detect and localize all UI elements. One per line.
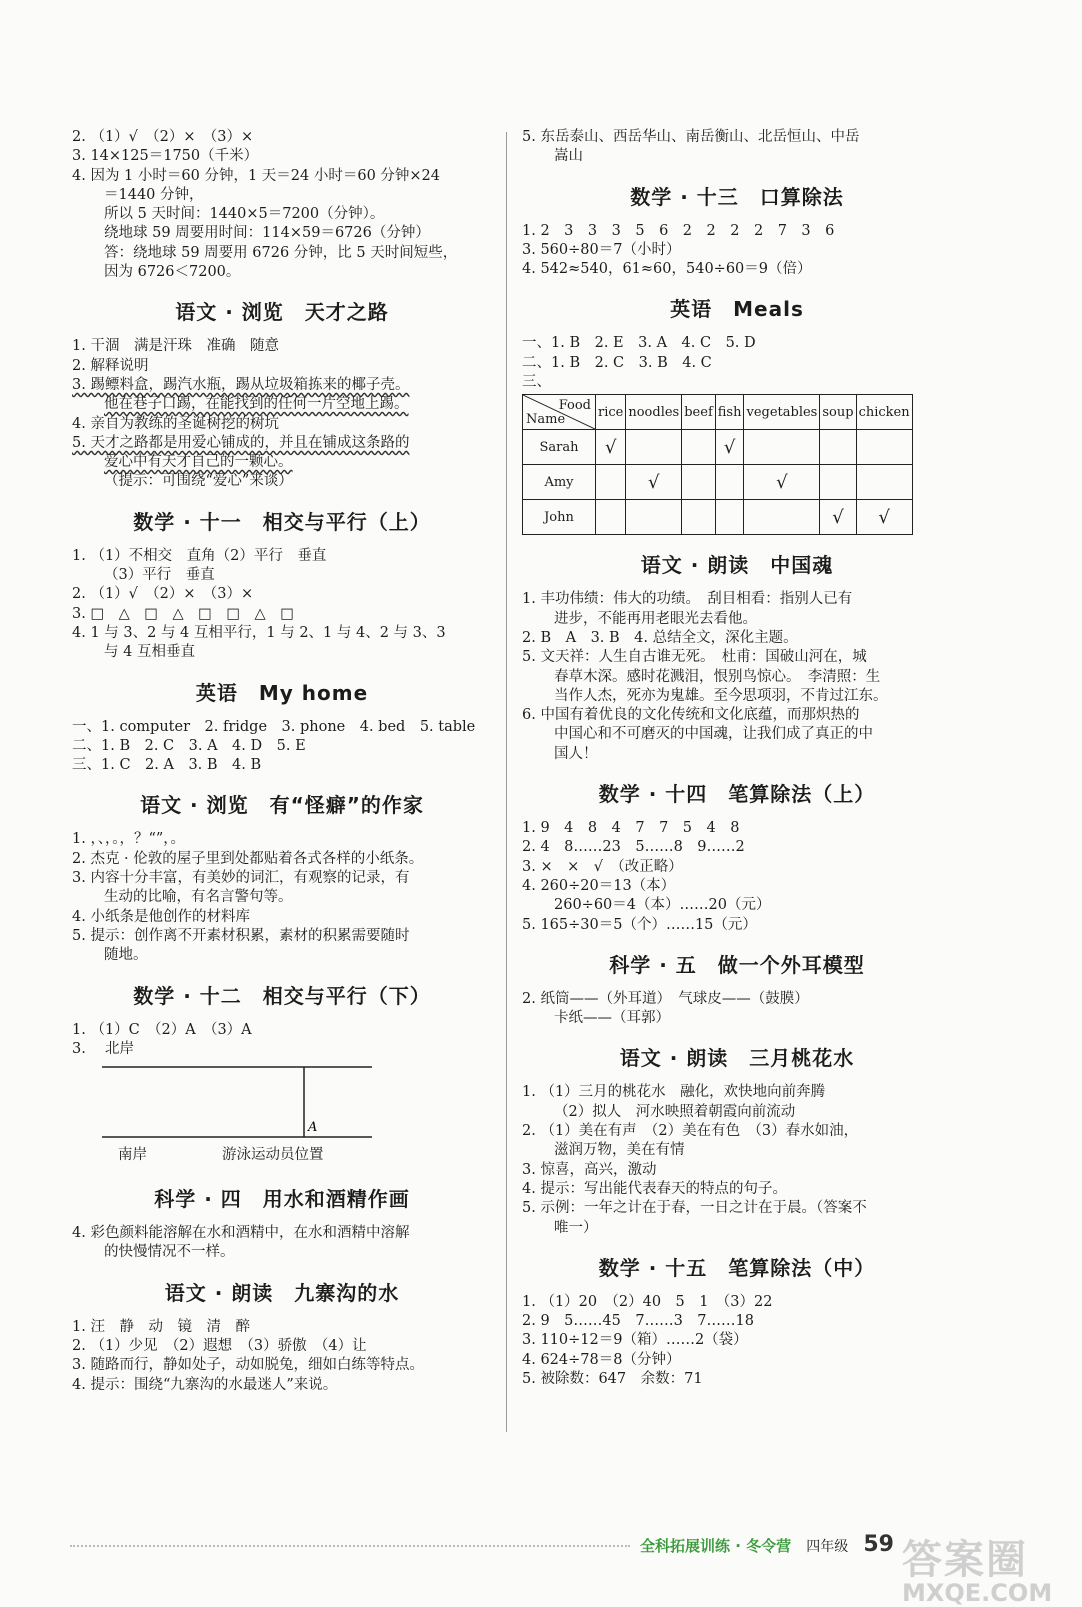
answer-line: 3. 随路而行，静如处子，动如脱兔，细如白练等特点。 <box>72 1357 424 1374</box>
underlined-answer-line <box>72 453 492 472</box>
answer-line: 4. 542≈540，61≈60，540÷60＝9（倍） <box>522 261 812 278</box>
empty-cell <box>820 465 856 500</box>
answer-line: 答：绕地球 59 周要用 6726 分钟，比 5 天时间短些， <box>104 244 458 261</box>
answer-line: 6. 中国有着优良的文化传统和文化底蕴，而那炽热的 <box>522 707 860 724</box>
checked-cell: √ <box>744 465 820 500</box>
answer-line: 一、1. computer 2. fridge 3. phone 4. bed 5. table <box>72 718 476 735</box>
page-footer <box>640 1532 894 1557</box>
answer-line: 因为 6726＜7200。 <box>104 264 241 281</box>
answer-line: 4. 亲自为教练的圣诞树挖的树坑 <box>72 415 279 432</box>
section-heading: 数学 · 十一 相交与平行（上） <box>133 509 431 534</box>
answer-line: ＝1440 分钟， <box>104 186 204 203</box>
answer-line: 5. 被除数：647 余数：71 <box>522 1370 703 1387</box>
section-heading: 英语 My home <box>195 680 369 705</box>
answer-line: 1. （1）C （2）A （3）A <box>72 1021 252 1038</box>
empty-cell <box>744 430 820 465</box>
answer-line: 2. B A 3. B 4. 总结全文，深化主题。 <box>522 629 798 646</box>
underlined-text: 他在巷子口踢，在能找到的任何一片空地上踢。 <box>104 396 409 413</box>
answer-line: 4. 彩色颜料能溶解在水和酒精中，在水和酒精中溶解 <box>72 1225 410 1242</box>
answer-line: 5. 165÷30＝5（个）……15（元） <box>522 916 757 933</box>
river-figure <box>72 1059 492 1169</box>
checked-cell: √ <box>626 465 682 500</box>
empty-cell <box>682 465 716 500</box>
empty-cell <box>626 430 682 465</box>
answer-line: 5. 提示：创作离不开素材积累，素材的积累需要随时 <box>72 927 410 944</box>
answer-line: 与 4 互相垂直 <box>104 644 195 661</box>
left-column <box>72 128 492 1395</box>
table-row <box>523 500 913 535</box>
answer-line: 3. 110÷12＝9（箱）……2（袋） <box>522 1332 748 1349</box>
row-name-cell: Sarah <box>523 430 596 465</box>
section-heading: 语文 · 浏览 有“怪癖”的作家 <box>140 793 424 818</box>
row-name-cell: John <box>523 500 596 535</box>
column-header: rice <box>596 395 626 430</box>
section-heading: 英语 Meals <box>670 297 804 322</box>
footer-brand: 全科拓展训练 · 冬令营 <box>640 1537 792 1555</box>
section-heading: 语文 · 朗读 九寨沟的水 <box>164 1280 400 1305</box>
table-row <box>523 430 913 465</box>
checked-cell: √ <box>596 430 626 465</box>
empty-cell <box>626 500 682 535</box>
table-row <box>523 465 913 500</box>
answer-line: 1. 干涸 满是汗珠 准确 随意 <box>72 338 279 355</box>
answer-line: 滋润万物，美在有情 <box>554 1142 685 1159</box>
page-number: 59 <box>863 1532 894 1557</box>
section-heading: 语文 · 朗读 三月桃花水 <box>619 1046 855 1071</box>
answer-line: 5. 东岳泰山、西岳华山、南岳衡山、北岳恒山、中岳 <box>522 129 860 145</box>
empty-cell <box>744 500 820 535</box>
column-header: soup <box>820 395 856 430</box>
section-heading: 语文 · 浏览 天才之路 <box>175 300 389 325</box>
table-header-row <box>523 395 913 430</box>
answer-line: 260÷60＝4（本）……20（元） <box>554 897 771 914</box>
answer-line: 所以 5 天时间：1440×5＝7200（分钟）。 <box>104 206 385 223</box>
underlined-answer-line <box>72 395 492 414</box>
column-header: chicken <box>856 395 912 430</box>
answer-line: 2. 4 8……23 5……8 9……2 <box>522 839 745 856</box>
answer-line: 4. 624÷78＝8（分钟） <box>522 1351 681 1368</box>
empty-cell <box>715 500 744 535</box>
answer-line: 3. 内容十分丰富，有美妙的词汇，有观察的记录，有 <box>72 870 410 887</box>
footer-rule <box>70 1545 630 1547</box>
watermark <box>902 1528 1052 1607</box>
answer-line: 4. 260÷20＝13（本） <box>522 877 676 894</box>
answer-line: 4. 1 与 3、2 与 4 互相平行，1 与 2、1 与 4、2 与 3、3 <box>72 624 446 641</box>
empty-cell <box>682 430 716 465</box>
empty-cell <box>856 465 912 500</box>
answer-line: 进步，不能再用老眼光去看他。 <box>554 610 757 627</box>
empty-cell <box>715 465 744 500</box>
underlined-answer-line <box>72 376 492 395</box>
corner-name-label: Name <box>526 412 566 428</box>
empty-cell <box>596 465 626 500</box>
section-heading: 科学 · 四 用水和酒精作画 <box>154 1187 410 1212</box>
answer-line: 春草木深。感时花溅泪，恨别鸟惊心。 李清照：生 <box>554 668 881 685</box>
checked-cell: √ <box>856 500 912 535</box>
answer-line: 三、1. C 2. A 3. B 4. B <box>72 757 262 774</box>
section-heading: 数学 · 十四 笔算除法（上） <box>598 782 876 807</box>
corner-food-label: Food <box>558 398 591 414</box>
row-name-cell: Amy <box>523 465 596 500</box>
answer-line: （2）拟人 河水映照着朝霞向前流动 <box>554 1103 796 1120</box>
south-bank-label: 南岸 <box>118 1147 147 1164</box>
answer-line: 4. 提示：围绕“九寨沟的水最迷人”来说。 <box>72 1376 338 1393</box>
answer-line: 5. 示例：一年之计在于春，一日之计在于晨。（答案不 <box>522 1200 867 1217</box>
answer-line: 5. 文天祥：人生自古谁无死。 杜甫：国破山河在，城 <box>522 649 867 666</box>
watermark-main: 答案圈 <box>902 1537 1028 1583</box>
answer-line: 2. （1）√ （2）× （3）× <box>72 129 254 145</box>
answer-line: 3. □ △ □ △ □ □ △ □ <box>72 605 294 622</box>
answer-line: 2. （1）少见 （2）遐想 （3）骄傲 （4）让 <box>72 1337 367 1354</box>
column-header: noodles <box>626 395 682 430</box>
answer-line: 2. （1）√ （2）× （3）× <box>72 586 254 603</box>
right-column <box>522 128 952 1389</box>
answer-line: 3. 北岸 <box>72 1040 134 1057</box>
answer-line: 一、1. B 2. E 3. A 4. C 5. D <box>522 335 756 352</box>
answer-line: 生动的比喻，有名言警句等。 <box>104 889 293 906</box>
answer-line: 1. （1）20 （2）40 5 1 （3）22 <box>522 1293 773 1310</box>
answer-line: 当作人杰，死亦为鬼雄。至今思项羽，不肯过江东。 <box>554 687 888 704</box>
empty-cell <box>682 500 716 535</box>
answer-line: 2. 杰克 · 伦敦的屋子里到处都贴着各式各样的小纸条。 <box>72 850 424 867</box>
answer-line: 2. 解释说明 <box>72 357 149 374</box>
answer-line: 3. 560÷80＝7（小时） <box>522 241 681 258</box>
answer-line: 中国心和不可磨灭的中国魂，让我们成了真正的中 <box>554 726 873 743</box>
checked-cell: √ <box>715 430 744 465</box>
section-heading: 科学 · 五 做一个外耳模型 <box>609 952 865 977</box>
watermark-sub: MXQE.COM <box>902 1579 1053 1607</box>
answer-line: 的快慢情况不一样。 <box>104 1244 235 1261</box>
answer-line: 三、 <box>522 374 551 391</box>
answer-line: 1. 9 4 8 4 7 7 5 4 8 <box>522 820 740 837</box>
empty-cell <box>856 430 912 465</box>
underlined-text: 爱心中有天才自己的一颗心。 <box>104 454 293 471</box>
answer-line: 4. 小纸条是他创作的材料库 <box>72 908 250 925</box>
footer-grade: 四年级 <box>806 1539 849 1555</box>
underlined-answer-line <box>72 434 492 453</box>
answer-line: 3. × × √ （改正略） <box>522 858 683 875</box>
section-heading: 数学 · 十二 相交与平行（下） <box>133 983 431 1008</box>
answer-line: 1. 丰功伟绩：伟大的功绩。 刮目相看：指别人已有 <box>522 591 853 608</box>
answer-line: 3. 14×125＝1750（千米） <box>72 148 259 165</box>
point-label: A <box>308 1120 318 1136</box>
answer-line: 二、1. B 2. C 3. A 4. D 5. E <box>72 737 306 754</box>
answer-line: 绕地球 59 周要用时间：114×59＝6726（分钟） <box>104 225 430 242</box>
answer-line: 1. 汪 静 动 镜 清 醉 <box>72 1318 250 1335</box>
checked-cell: √ <box>820 500 856 535</box>
answer-line: 1. 2 3 3 3 5 6 2 2 2 2 7 3 6 <box>522 222 835 239</box>
answer-line: 3. 惊喜，高兴，激动 <box>522 1161 657 1178</box>
column-header: fish <box>715 395 744 430</box>
answer-line: 1. ，、，。，？“”，。 <box>72 831 186 848</box>
column-divider <box>506 132 507 1432</box>
swimmer-label: 游泳运动员位置 <box>222 1147 324 1164</box>
section-heading: 数学 · 十三 口算除法 <box>630 184 844 209</box>
answer-line: 1. （1）三月的桃花水 融化，欢快地向前奔腾 <box>522 1084 826 1101</box>
answer-line: 2. （1）美在有声 （2）美在有色 （3）春水如油， <box>522 1123 859 1140</box>
section-heading: 语文 · 朗读 中国魂 <box>640 553 834 578</box>
table-corner-cell <box>523 395 596 430</box>
underlined-text: 3. 踢鳔料盒，踢汽水瓶，踢从垃圾箱拣来的椰子壳。 <box>72 376 410 393</box>
answer-line: 1. （1）不相交 直角（2）平行 垂直 <box>72 547 327 564</box>
meals-table <box>522 394 913 535</box>
answer-line: 2. 9 5……45 7……3 7……18 <box>522 1313 754 1330</box>
empty-cell <box>596 500 626 535</box>
column-header: vegetables <box>744 395 820 430</box>
answer-line: 卡纸——（耳郭） <box>554 1010 670 1027</box>
answer-line: 二、1. B 2. C 3. B 4. C <box>522 354 712 371</box>
answer-line: 随地。 <box>104 947 148 964</box>
section-heading: 数学 · 十五 笔算除法（中） <box>598 1255 876 1280</box>
answer-line: 2. 纸筒——（外耳道） 气球皮——（鼓膜） <box>522 990 809 1007</box>
empty-cell <box>820 430 856 465</box>
answer-line: 唯一） <box>554 1219 598 1236</box>
answer-line: 4. 提示：写出能代表春天的特点的句子。 <box>522 1180 787 1197</box>
column-header: beef <box>682 395 716 430</box>
underlined-text: 5. 天才之路都是用爱心铺成的，并且在铺成这条路的 <box>72 434 410 451</box>
answer-line: （3）平行 垂直 <box>104 567 215 584</box>
answer-line: 4. 因为 1 小时＝60 分钟，1 天＝24 小时＝60 分钟×24 <box>72 167 440 184</box>
answer-line: 国人！ <box>554 745 598 762</box>
answer-line: 嵩山 <box>554 148 583 165</box>
answer-line: （提示：可围绕“爱心”来谈） <box>104 473 293 490</box>
